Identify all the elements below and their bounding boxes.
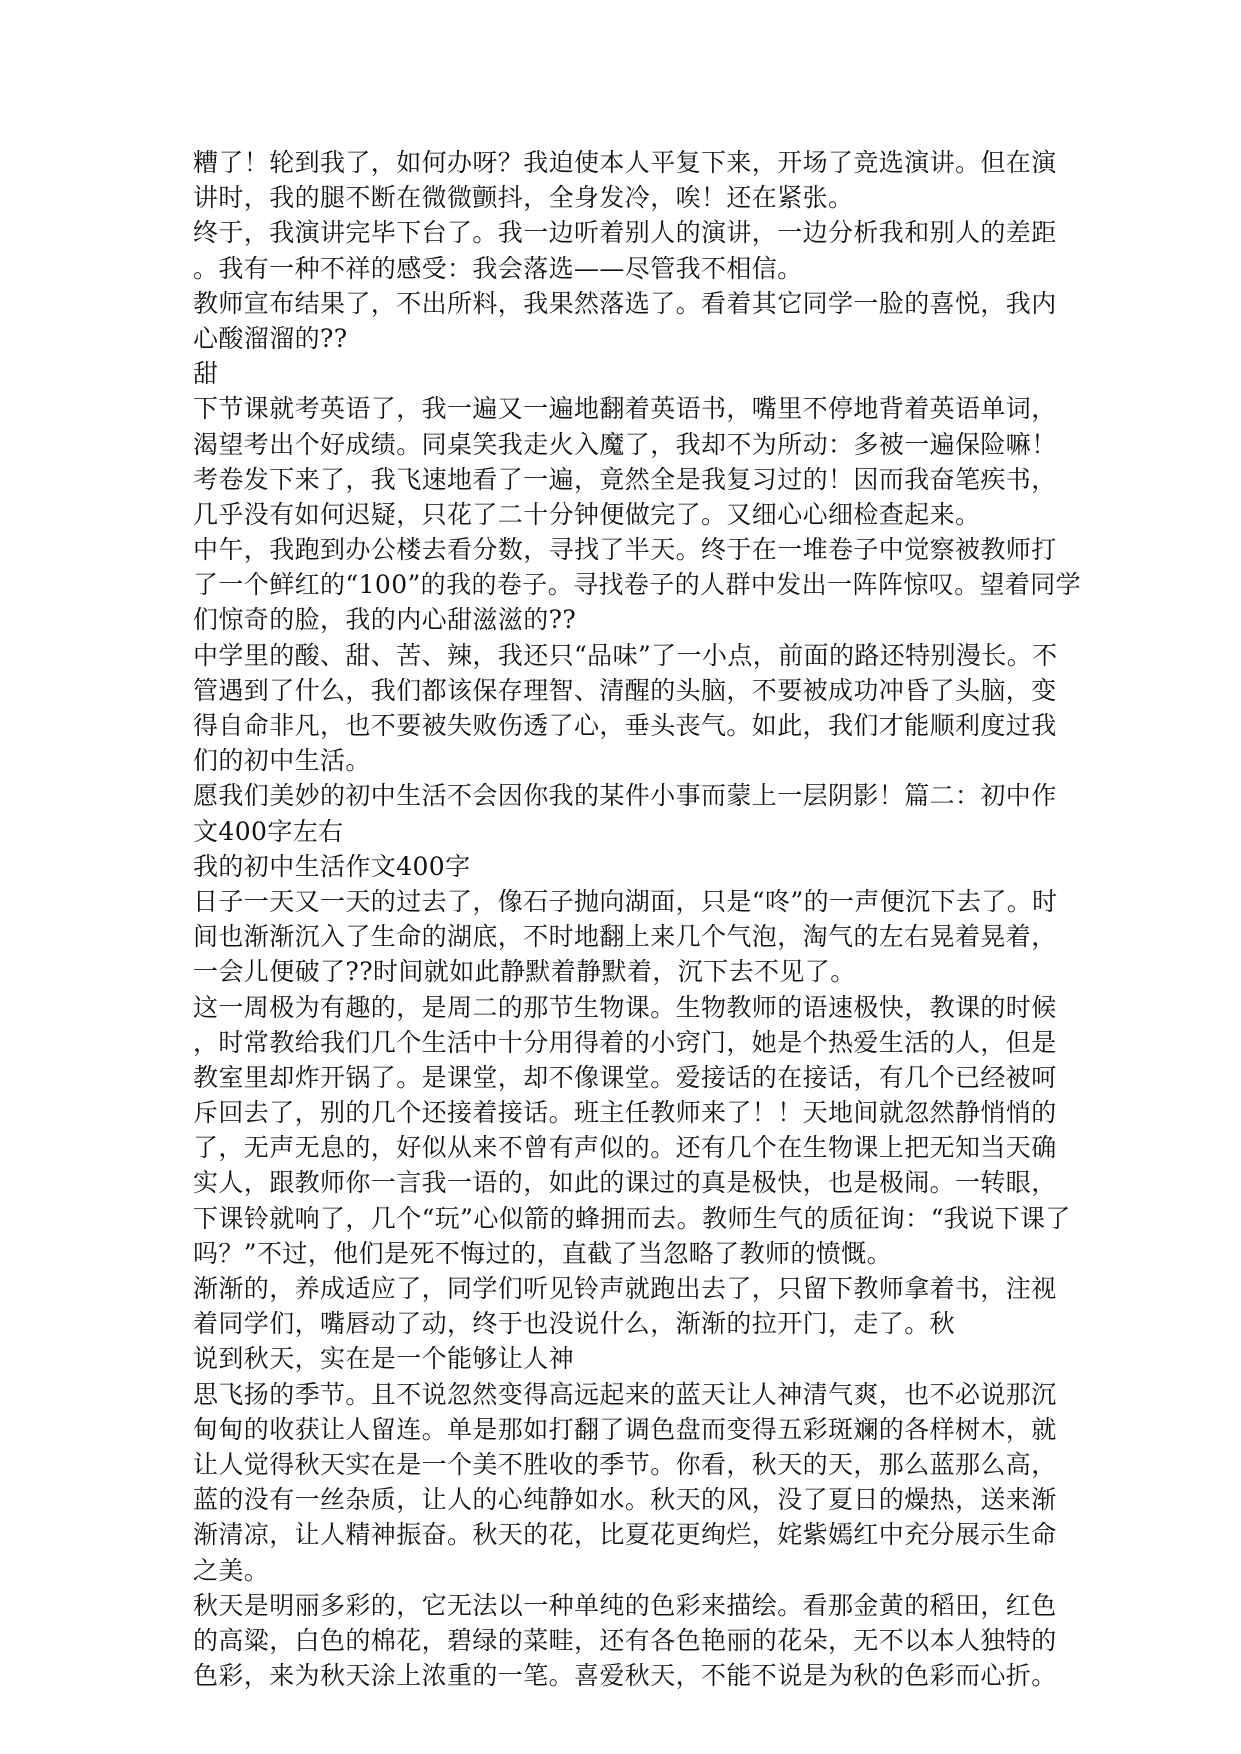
text-line: 中午，我跑到办公楼去看分数，寻找了半天。终于在一堆卷子中觉察被教师打 — [193, 535, 1057, 565]
text-line: 渐清凉，让人精神振奋。秋天的花，比夏花更绚烂，姹紫嫣红中充分展示生命 — [193, 1520, 1057, 1550]
text-line: 糟了！轮到我了，如何办呀？我迫使本人平复下来，开场了竞选演讲。但在演 — [193, 148, 1057, 177]
text-line: 甸甸的收获让人留连。单是那如打翻了调色盘而变得五彩斑斓的各样树木，就 — [193, 1414, 1057, 1444]
text-line: 得自命非凡，也不要被失败伤透了心，垂头丧气。如此，我们才能顺利度过我 — [193, 711, 1057, 740]
text-line: 间也渐渐沉入了生命的湖底，不时地翻上来几个气泡，淘气的左右晃着晃着， — [193, 922, 1057, 952]
text-line: 们惊奇的脸，我的内心甜滋滋的?? — [193, 605, 577, 635]
text-line: 管遇到了什么，我们都该保存理智、清醒的头脑，不要被成功冲昏了头脑，变 — [193, 675, 1057, 705]
text-line: 教室里却炸开锅了。是课堂，却不像课堂。爱接话的在接话，有几个已经被呵 — [193, 1062, 1057, 1092]
text-line: 渐渐的，养成适应了，同学们听见铃声就跑出去了，只留下教师拿着书，注视 — [193, 1274, 1057, 1303]
text-line: ，时常教给我们几个生活中十分用得着的小窍门，她是个热爱生活的人，但是 — [193, 1027, 1057, 1057]
text-line: 吗？”不过，他们是死不悔过的，直截了当忽略了教师的愤慨。 — [193, 1238, 892, 1268]
section-heading: 我的初中生活作文400字 — [193, 851, 471, 881]
text-line: 一会儿便破了??时间就如此静默着静默着，沉下去不见了。 — [193, 957, 856, 987]
text-line: 渴望考出个好成绩。同桌笑我走火入魔了，我却不为所动：多被一遍保险嘛！ — [193, 429, 1057, 459]
text-line: 实人，跟教师你一言我一语的，如此的课过的真是极快，也是极闹。一转眼， — [193, 1168, 1057, 1198]
text-line: 讲时，我的腿不断在微微颤抖，全身发冷，唉！还在紧张。 — [193, 183, 854, 213]
text-line: 几乎没有如何迟疑，只花了二十分钟便做完了。又细心心细检查起来。 — [193, 499, 981, 529]
text-line: 色彩，来为秋天涂上浓重的一笔。喜爱秋天，不能不说是为秋的色彩而心折。 — [193, 1661, 1057, 1691]
text-line: 们的初中生活。 — [193, 746, 371, 776]
section-heading: 甜 — [193, 359, 219, 389]
text-line: 终于，我演讲完毕下台了。我一边听着别人的演讲，一边分析我和别人的差距 — [193, 218, 1057, 248]
text-line: 蓝的没有一丝杂质，让人的心纯静如水。秋天的风，没了夏日的燥热，送来渐 — [193, 1485, 1057, 1515]
text-line: 日子一天又一天的过去了，像石子抛向湖面，只是“咚”的一声便沉下去了。时 — [193, 886, 1058, 916]
text-line: 。我有一种不祥的感受：我会落选——尽管我不相信。 — [193, 253, 803, 283]
text-line: 让人觉得秋天实在是一个美不胜收的季节。你看，秋天的天，那么蓝那么高， — [193, 1449, 1057, 1479]
document-page — [193, 145, 1082, 1693]
text-line: 了，无声无息的，好似从来不曾有声似的。还有几个在生物课上把无知当天确 — [193, 1133, 1057, 1163]
text-line: 下节课就考英语了，我一遍又一遍地翻着英语书，嘴里不停地背着英语单词， — [193, 394, 1057, 424]
text-line: 说到秋天，实在是一个能够让人神 — [193, 1344, 575, 1374]
text-line: 之美。 — [193, 1555, 270, 1585]
text-line: 考卷发下来了，我飞速地看了一遍，竟然全是我复习过的！因而我奋笔疾书， — [193, 464, 1057, 494]
text-line: 下课铃就响了，几个“玩”心似箭的蜂拥而去。教师生气的质征询：“我说下课了 — [193, 1203, 1071, 1233]
text-line: 着同学们，嘴唇动了动，终于也没说什么，渐渐的拉开门，走了。秋 — [193, 1309, 956, 1339]
text-line: 的高粱，白色的棉花，碧绿的菜畦，还有各色艳丽的花朵，无不以本人独特的 — [193, 1625, 1057, 1655]
text-line: 这一周极为有趣的，是周二的那节生物课。生物教师的语速极快，教课的时候 — [193, 992, 1057, 1022]
text-line: 思飞扬的季节。且不说忽然变得高远起来的蓝天让人神清气爽，也不必说那沉 — [193, 1379, 1057, 1409]
text-line: 中学里的酸、甜、苦、辣，我还只“品味”了一小点，前面的路还特别漫长。不 — [193, 640, 1058, 670]
text-line: 斥回去了，别的几个还接着接话。班主任教师来了！！天地间就忽然静悄悄的 — [193, 1098, 1057, 1128]
text-line: 愿我们美妙的初中生活不会因你我的某件小事而蒙上一层阴影！篇二：初中作 — [193, 781, 1057, 811]
text-line: 文400字左右 — [193, 816, 344, 846]
text-line: 教师宣布结果了，不出所料，我果然落选了。看着其它同学一脸的喜悦，我内 — [193, 288, 1057, 318]
text-line: 秋天是明丽多彩的，它无法以一种单纯的色彩来描绘。看那金黄的稻田，红色 — [193, 1590, 1057, 1620]
text-line: 心酸溜溜的?? — [193, 323, 348, 353]
text-line: 了一个鲜红的“100”的我的卷子。寻找卷子的人群中发出一阵阵惊叹。望着同学 — [193, 570, 1082, 600]
